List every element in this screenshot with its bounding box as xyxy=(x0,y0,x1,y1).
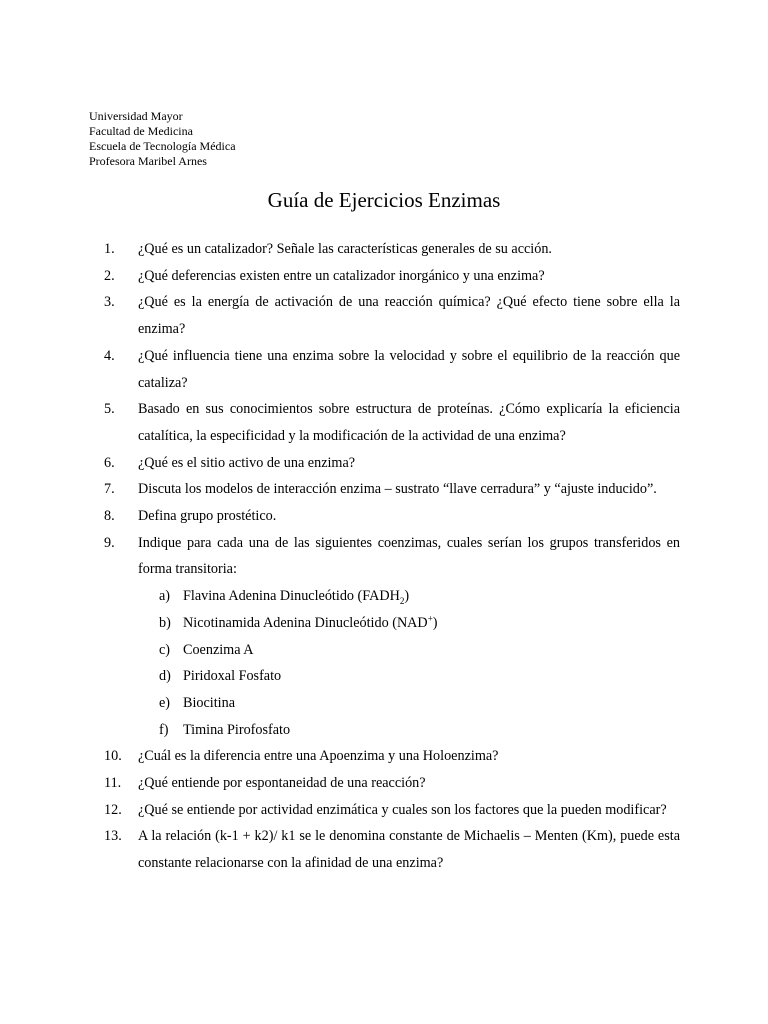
professor-name: Profesora Maribel Arnes xyxy=(89,154,207,168)
question-text: ¿Qué es el sitio activo de una enzima? xyxy=(138,454,356,471)
question-1 xyxy=(0,236,768,263)
question-7 xyxy=(0,476,768,503)
item-text: Nicotinamida Adenina Dinucleótido (NAD xyxy=(183,614,428,631)
question-text: ¿Qué entiende por espontaneidad de una reacción? xyxy=(138,775,426,792)
question-text: ¿Qué es la energía de activación de una reacción química? ¿Qué efecto tiene sobre ella la enzima? xyxy=(138,294,680,338)
question-number: 10. xyxy=(104,748,122,765)
question-13 xyxy=(0,823,768,876)
question-number: 2. xyxy=(104,267,115,284)
question-number: 6. xyxy=(104,454,115,471)
school-name: Escuela de Tecnología Médica xyxy=(89,139,236,153)
question-12 xyxy=(0,797,768,824)
item-letter: f) xyxy=(159,721,169,738)
item-letter: b) xyxy=(159,614,171,631)
question-number: 1. xyxy=(104,241,115,257)
question-text: Basado en sus conocimientos sobre estructura de proteínas. ¿Cómo explicaría la eficiencia catalítica, la especificidad y la modificación de la actividad de una enzima? xyxy=(138,401,680,444)
question-number: 4. xyxy=(104,347,115,364)
question-11 xyxy=(0,770,768,797)
question-4 xyxy=(0,343,768,396)
item-text: Flavina Adenina Dinucleótido (FADH xyxy=(183,588,400,605)
question-text: Indique para cada una de las siguientes coenzimas, cuales serían los grupos transferidos en forma transitoria: xyxy=(138,534,680,578)
question-number: 3. xyxy=(104,294,115,311)
subscript: 2 xyxy=(399,595,405,606)
item-letter: a) xyxy=(159,588,171,605)
item-text: Biocitina xyxy=(183,694,236,711)
question-number: 13. xyxy=(104,828,122,845)
question-number: 9. xyxy=(104,534,115,551)
item-letter: e) xyxy=(159,694,171,711)
coenzyme-item-e xyxy=(0,690,768,717)
question-9 xyxy=(0,530,768,583)
question-list xyxy=(0,236,768,877)
question-text: Defina grupo prostético. xyxy=(138,508,277,525)
question-text: Discuta los modelos de interacción enzima – sustrato “llave cerradura” y “ajuste inducido”. xyxy=(138,481,657,498)
question-number: 11. xyxy=(104,775,122,792)
item-letter: c) xyxy=(159,641,171,658)
question-number: 5. xyxy=(104,401,115,418)
question-10 xyxy=(0,743,768,770)
question-5 xyxy=(0,396,768,449)
item-text-end: ) xyxy=(404,588,410,605)
question-text: ¿Cuál es la diferencia entre una Apoenzima y una Holoenzima? xyxy=(138,748,499,765)
question-number: 12. xyxy=(104,801,122,818)
faculty-name: Facultad de Medicina xyxy=(89,124,193,138)
item-text: Piridoxal Fosfato xyxy=(183,668,282,685)
coenzyme-item-d xyxy=(0,663,768,690)
coenzyme-item-c xyxy=(0,637,768,664)
question-8 xyxy=(0,503,768,530)
question-text: A la relación (k-1 + k2)/ k1 se le denomina constante de Michaelis – Menten (Km), puede esta constante relacionarse con la afinidad de una enzima? xyxy=(138,828,680,872)
coenzyme-item-f xyxy=(0,717,768,744)
document-header xyxy=(89,109,236,169)
document-title: Guía de Ejercicios Enzimas xyxy=(267,188,501,212)
coenzyme-item-b xyxy=(0,610,768,637)
question-number: 8. xyxy=(104,508,115,525)
question-2 xyxy=(0,263,768,290)
question-number: 7. xyxy=(104,481,115,498)
question-text: ¿Qué deferencias existen entre un catalizador inorgánico y una enzima? xyxy=(138,267,545,284)
superscript: + xyxy=(427,613,433,624)
university-name: Universidad Mayor xyxy=(89,109,183,123)
item-text: Coenzima A xyxy=(183,641,254,658)
coenzyme-item-a xyxy=(0,583,768,610)
item-text: Timina Pirofosfato xyxy=(183,721,291,738)
question-3 xyxy=(0,289,768,342)
item-letter: d) xyxy=(159,668,171,685)
question-6 xyxy=(0,450,768,477)
question-text: ¿Qué influencia tiene una enzima sobre la velocidad y sobre el equilibrio de la reacción que cataliza? xyxy=(138,347,680,391)
item-text-end: ) xyxy=(432,614,438,631)
question-text: ¿Qué se entiende por actividad enzimática y cuales son los factores que la pueden modificar? xyxy=(138,801,667,818)
question-text: ¿Qué es un catalizador? Señale las características generales de su acción. xyxy=(138,241,552,257)
